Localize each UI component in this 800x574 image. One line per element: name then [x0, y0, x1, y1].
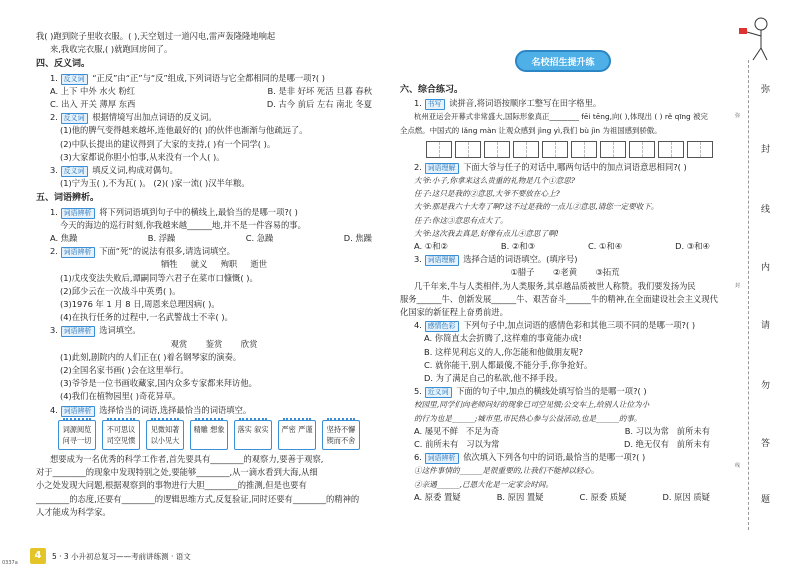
- section-title: 五、词语辨析。: [36, 193, 100, 204]
- word-card-row: [36, 420, 392, 450]
- word-card: 见微知著 以小见大: [146, 420, 184, 450]
- text-line: 的行为也是______;城市里,市民热心参与公益活动,也是______的事。: [414, 413, 642, 423]
- question-tag: 书写: [425, 99, 445, 110]
- question-tag: 反义词: [61, 113, 88, 124]
- dialog-line: 任子:你这③意思有点大了。: [414, 215, 508, 225]
- question-number: 4.: [414, 320, 422, 331]
- word-card: 词源阅览 问寻一切: [58, 420, 96, 450]
- grid-cell[interactable]: [426, 141, 452, 158]
- text-line: (4)我们在植物园里( )奇花异草。: [60, 391, 181, 402]
- text-line: 几千年来,牛与人类相伴,为人类服务,其卓越品质被世人称赞。我们要发扬为民: [414, 280, 696, 291]
- question-text: 根据情境写出加点词语的反义词。: [92, 112, 217, 123]
- word-card: 精雕 想象: [190, 420, 228, 450]
- text-line: ________的态度,还要有________的逻辑思维方式,反复验证,同时还要有________的精神的: [36, 493, 360, 504]
- text-line: (2)邱少云在一次战斗中英勇( )。: [60, 285, 181, 296]
- text-line: (1)他的脾气变得越来越坏,连他最好的( )的伙伴也渐渐与他疏远了。: [60, 125, 308, 136]
- text-line: 今天的海边的巡行时刻,你我越来越______地,并不是一件容易的事。: [60, 219, 306, 230]
- word-bank: [400, 266, 730, 279]
- page-footer: [30, 548, 191, 564]
- question-number: 3.: [50, 325, 58, 336]
- question-number: 1.: [414, 98, 422, 109]
- question-text: 填反义词,构成对偶句。: [92, 165, 178, 176]
- option: D. 为了满足自己的私欲,他不择手段。: [424, 373, 563, 384]
- word-card: 落实 叙实: [234, 420, 272, 450]
- word: 鉴赏: [205, 338, 223, 349]
- question-text: 选择恰当的词语,选择最恰当的词语填空。: [99, 404, 252, 415]
- text-line: (3)爷爷是一位书画收藏家,国内众多专家都来拜访他。: [60, 378, 257, 389]
- right-column: [400, 82, 730, 504]
- word-card: 不可思议 司空见惯: [102, 420, 140, 450]
- option: B. ②和③: [500, 241, 536, 252]
- text-line: (2)全国名家书画( )会在这里举行。: [60, 365, 189, 376]
- word-card: 严密 严谨: [278, 420, 316, 450]
- text-line: 化国家的新征程上奋勇前进。: [400, 307, 508, 318]
- word: 牺牲: [161, 259, 178, 270]
- grid-cell[interactable]: [513, 141, 539, 158]
- word: 殉职: [220, 259, 238, 270]
- question-tag: 词语理解: [425, 163, 459, 174]
- option: B. 浮躁: [147, 233, 176, 244]
- seal-char: 内: [761, 263, 771, 273]
- question-tag: 词语辨析: [61, 208, 95, 219]
- text-line: ①这件事情的______是很重要的,让我们不能掉以轻心。: [414, 466, 599, 476]
- seal-char: 弥: [761, 85, 771, 95]
- section-title: 六、综合练习。: [400, 85, 464, 95]
- grid-cell[interactable]: [542, 141, 568, 158]
- grid-cell[interactable]: [687, 141, 713, 158]
- text-line: 人才能成为科学家。: [36, 506, 111, 517]
- text-line: 对于________的现象中发现特别之处,要能够________,从一滴水看到大海,从细: [36, 467, 318, 478]
- text-line: ②亲遇______,已恩大化是一定家会时间。: [414, 479, 554, 489]
- book-title: 5 · 3 小升初总复习——考前讲练测 · 语文: [52, 551, 191, 561]
- text-line: 全点燃。中国式的 lǎng màn 让观众感到 jìng yì,我们 bù jìn 为祖国感到骄傲。: [400, 125, 662, 135]
- text-line: (4)在执行任务的过程中,一名武警战士不幸( )。: [60, 312, 233, 323]
- writing-grid[interactable]: [426, 141, 730, 158]
- seal-char: 请: [761, 321, 771, 331]
- question-tag: 反义词: [61, 74, 88, 85]
- text-line: 小之处发现大问题,根据观察到的事物进行大胆________的推测,但是也要有: [36, 480, 307, 491]
- page-number: 4: [30, 548, 46, 564]
- corner-code: 0337a: [2, 560, 18, 566]
- text-line: 服务______牛、创新发展______牛、艰苦奋斗______牛的精神,在全面建设社会主义现代: [400, 293, 718, 304]
- option: A. 焦躁: [50, 233, 78, 244]
- word: ②老黄: [552, 267, 578, 278]
- dialog-line: 大爷:这次我去真是,好像有点儿④意思了啊!: [414, 228, 559, 238]
- question-number: 2.: [50, 112, 58, 123]
- text-line: (1)此刻,剧院内的人们正在( )着名钢琴家的演奏。: [60, 351, 242, 362]
- option: A. 屡见不鲜 不足为奇: [414, 425, 500, 436]
- question-number: 2.: [414, 161, 422, 172]
- word: 就义: [190, 259, 208, 270]
- word-bank: [36, 338, 392, 351]
- section-title: 四、反义词。: [36, 59, 91, 70]
- question-number: 6.: [414, 452, 422, 463]
- text-line: 我( )跑到院子里收衣服。( ),天空划过一道闪电,雷声轰隆隆地响起: [36, 31, 276, 41]
- figure-illustration-icon: [735, 12, 775, 62]
- question-tag: 词语理解: [425, 255, 459, 266]
- grid-cell[interactable]: [658, 141, 684, 158]
- seal-char: 题: [761, 495, 771, 505]
- question-number: 1.: [50, 206, 58, 217]
- option: B. 原因 置疑: [496, 491, 544, 502]
- promo-banner: 名校招生提升练: [515, 50, 611, 72]
- question-tag: 词语辨析: [61, 406, 95, 417]
- question-number: 3.: [414, 254, 422, 265]
- question-number: 2.: [50, 246, 58, 257]
- option: A. 你简直太会折腾了,这样难的事竟能办成!: [424, 333, 582, 344]
- option: A. ①和②: [414, 241, 448, 252]
- question-text: 下面“死”的说法有很多,请选词填空。: [99, 246, 235, 257]
- question-tag: 感情色彩: [425, 321, 459, 332]
- question-number: 5.: [414, 386, 422, 397]
- question-tag: 近义词: [425, 387, 452, 398]
- question-text: 选词填空。: [99, 325, 141, 336]
- word: 欣赏: [240, 338, 258, 349]
- question-text: “正反”由“正”与“反”组成,下列词语与它全都相同的是哪一项?( ): [92, 72, 325, 83]
- seal-small-char: 弥: [735, 113, 741, 119]
- word: ③拓荒: [595, 267, 620, 278]
- text-line: 来,我收完衣服,( )就跑回房间了。: [50, 44, 173, 55]
- text-line: (1)宁为玉( ),不为瓦( )。 (2)( )家一流( )汉半年粮。: [60, 178, 250, 189]
- option: D. ③和④: [675, 241, 710, 252]
- option: A. 上下 中外 水火 粉红: [50, 85, 136, 96]
- question-number: 3.: [50, 165, 58, 176]
- question-text: 下面的句子中,加点的横线处填写恰当的是哪一项?( ): [456, 386, 647, 397]
- question-tag: 词语辨析: [61, 247, 95, 258]
- dialog-line: 大爷:小子,你拿来这么贵重的礼物是几个①意思?: [414, 176, 575, 186]
- dialog-line: 任子:这只是我的②意思,大爷不要放在心上?: [414, 189, 560, 199]
- question-tag: 词语辨析: [61, 326, 95, 337]
- text-line: (3)1976 年 1 月 8 日,周恩来总理因病( )。: [60, 299, 220, 310]
- text-line: 校园里,同学们向老师问好的现象已司空见惯;公交车上,给别人让位为小: [414, 400, 650, 410]
- option: D. 焦躁: [343, 233, 372, 244]
- text-line: 想要成为一名优秀的科学工作者,首先要具有________的观察力,要善于观察,: [50, 453, 324, 464]
- text-line: (1)戊戌变法失败后,谭嗣同等六君子在菜市口慷慨( )。: [60, 272, 258, 283]
- option: A. 原委 置疑: [414, 491, 461, 502]
- question-tag: 词语辨析: [425, 453, 459, 464]
- option: C. 就你能干,别人都最傻,不能分手,你争抢好。: [424, 359, 593, 370]
- option: B. 这样见利忘义的人,你怎能和他做朋友呢?: [424, 346, 584, 357]
- seal-char: 答: [761, 439, 771, 449]
- word-bank: [36, 258, 392, 271]
- question-tag: 反义词: [61, 166, 88, 177]
- seal-char: 封: [761, 145, 771, 155]
- text-line: (2)中队长提出的建议得到了大家的支持,( )有一个同学( )。: [60, 138, 276, 149]
- option: B. 习以为常 前所未有: [624, 425, 710, 436]
- grid-cell[interactable]: [629, 141, 655, 158]
- dialog-line: 大爷:那是我六十大寿了啊?这不过是我的一点儿②意思,请您一定要收下。: [414, 202, 659, 212]
- grid-cell[interactable]: [571, 141, 597, 158]
- word-card: 坚持不懈 锲而不舍: [322, 420, 360, 450]
- option: D. 原因 质疑: [662, 491, 710, 502]
- question-number: 1.: [50, 72, 58, 83]
- grid-cell[interactable]: [600, 141, 626, 158]
- seal-char: 线: [761, 205, 771, 215]
- option: B. 是非 好坏 死活 旦暮 春秋: [267, 85, 372, 96]
- grid-cell[interactable]: [455, 141, 481, 158]
- question-text: 将下列词语填到句子中的横线上,最恰当的是哪一项?( ): [99, 206, 298, 217]
- option: C. 出入 开关 薄厚 东西: [50, 99, 136, 110]
- question-text: 读拼音,将词语按顺序工整写在田字格里。: [449, 98, 602, 109]
- option: C. 原委 质疑: [579, 491, 627, 502]
- word: 逝世: [250, 259, 267, 270]
- question-text: 下面大爷与任子的对话中,哪两句话中的加点词语意思相同?( ): [463, 161, 687, 172]
- question-text: 下列句子中,加点词语的感情色彩和其他三项不同的是哪一项?( ): [463, 320, 696, 331]
- seal-line-strip: [735, 60, 789, 530]
- option: C. 急躁: [245, 233, 274, 244]
- question-text: 选择合适的词语填空。(填序号): [463, 254, 578, 265]
- left-column: [36, 30, 392, 519]
- option: C. ①和④: [587, 241, 623, 252]
- word: 观赏: [170, 338, 188, 349]
- grid-cell[interactable]: [484, 141, 510, 158]
- text-line: (3)大家都说你胆小怕事,从来没有一个人( )。: [60, 151, 225, 162]
- seal-char: 勿: [761, 381, 771, 391]
- question-text: 依次填入下列各句中的词语,最恰当的是哪一项?( ): [463, 452, 646, 463]
- seal-small-char: 封: [735, 283, 741, 289]
- word: ①腊子: [510, 267, 535, 278]
- option: C. 前所未有 习以为常: [414, 439, 500, 450]
- option: D. 绝无仅有 前所未有: [624, 439, 710, 450]
- text-line: 杭州亚运会开幕式非常盛大,国际形象真正________ fēi tēng,向( ),体现出 ( ) rě qīng 被完: [414, 112, 708, 122]
- option: D. 古今 前后 左右 南北 冬夏: [266, 99, 372, 110]
- seal-small-char: 线: [735, 463, 741, 469]
- question-number: 4.: [50, 404, 58, 415]
